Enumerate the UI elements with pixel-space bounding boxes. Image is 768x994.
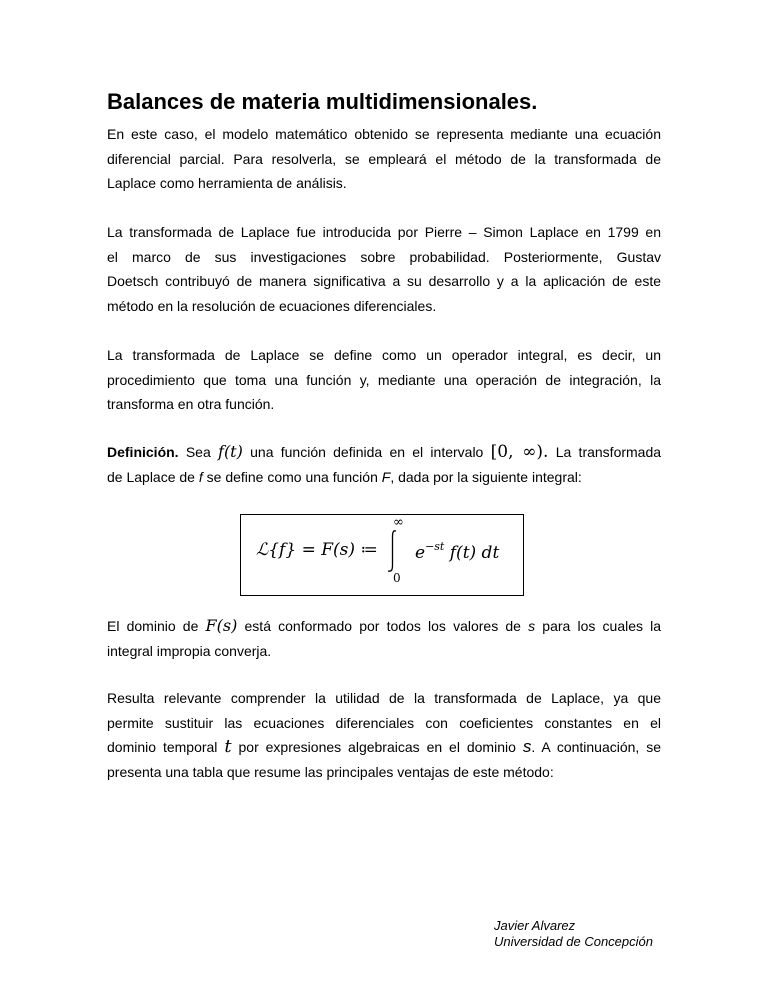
math-interval: [0, ∞). <box>490 442 549 462</box>
paragraph-line: procedimiento que toma una función y, mediante una operación de integración, la <box>107 371 661 388</box>
definition-text: de Laplace de <box>107 468 195 485</box>
paragraph-operator <box>107 343 661 417</box>
var-s: s <box>528 618 536 634</box>
paragraph-intro <box>107 122 661 196</box>
paragraph-line: La transformada de Laplace fue introducida por Pierre – Simon Laplace en 1799 en <box>107 224 661 240</box>
math-F-of-s: F(s) <box>205 616 238 635</box>
paragraph-line: Laplace como herramienta de análisis. <box>107 175 347 191</box>
paragraph-domain <box>107 614 661 663</box>
definition-text: Sea <box>185 444 211 460</box>
definition-text: La transformada <box>555 444 662 460</box>
domain-text: El dominio de <box>107 618 199 634</box>
paragraph-line <box>107 440 661 465</box>
paragraph-line: transforma en otra función. <box>107 396 275 412</box>
paragraph-line: Doetsch contribuyó de manera significativa a su desarrollo y a la aplicación de este <box>107 273 661 289</box>
paragraph-line: presenta una tabla que resume las principales ventajas de este método: <box>107 763 554 780</box>
page-footer <box>494 918 653 950</box>
integral-lower-limit: 0 <box>393 571 401 585</box>
paragraph-line: diferencial parcial. Para resolverla, se empleará el método de la transformada de <box>107 150 661 167</box>
exp-base: e <box>415 543 426 563</box>
integral-sign-icon <box>386 529 398 573</box>
formula-integrand <box>415 540 499 563</box>
math-f-of-t: f(t) <box>218 442 243 461</box>
exp-superscript: −st <box>425 540 445 553</box>
paragraph-line: permite sustituir las ecuaciones diferenciales con coeficientes constantes en el <box>107 714 661 731</box>
var-F: F <box>381 468 391 485</box>
paragraph-line: La transformada de Laplace se define como un operador integral, es decir, un <box>107 347 661 363</box>
laplace-formula-box <box>240 514 524 596</box>
definition-text: se define como una función <box>206 468 378 485</box>
definition-label: Definición. <box>107 444 179 460</box>
domain-text: para los cuales la <box>542 618 662 634</box>
utility-text: . A continuación, se <box>531 739 662 755</box>
footer-institution: Universidad de Concepción <box>494 934 653 949</box>
footer-author: Javier Alvarez <box>494 918 576 933</box>
definition-text: una función definida en el intervalo <box>250 444 484 460</box>
var-f: f <box>198 468 203 485</box>
var-t: t <box>224 736 232 757</box>
formula-lhs: ℒ{f} = F(s) ≔ <box>256 540 378 560</box>
paragraph-line: En este caso, el modelo matemático obtenido se representa mediante una ecuación <box>107 126 661 142</box>
formula-rest: f(t) dt <box>449 543 500 563</box>
utility-text: por expresiones algebraicas en el dominio <box>238 739 516 755</box>
paragraph-line <box>107 735 661 760</box>
paragraph-line: el marco de sus investigaciones sobre probabilidad. Posteriormente, Gustav <box>107 248 661 265</box>
paragraph-utility <box>107 686 661 784</box>
paragraph-line: método en la resolución de ecuaciones diferenciales. <box>107 297 437 314</box>
section-title: Balances de materia multidimensionales. <box>107 89 538 114</box>
paragraph-definition <box>107 440 661 489</box>
paragraph-line <box>107 614 661 639</box>
paragraph-line: integral impropia converja. <box>107 642 272 659</box>
domain-text: está conformado por todos los valores de <box>244 618 521 634</box>
integral-upper-limit: ∞ <box>393 515 404 530</box>
paragraph-history <box>107 220 661 318</box>
var-s-large: s <box>522 737 532 756</box>
paragraph-line <box>107 465 661 490</box>
paragraph-line: Resulta relevante comprender la utilidad de la transformada de Laplace, ya que <box>107 690 661 706</box>
utility-text: dominio temporal <box>107 739 218 755</box>
definition-text: , dada por la siguiente integral: <box>390 468 582 485</box>
